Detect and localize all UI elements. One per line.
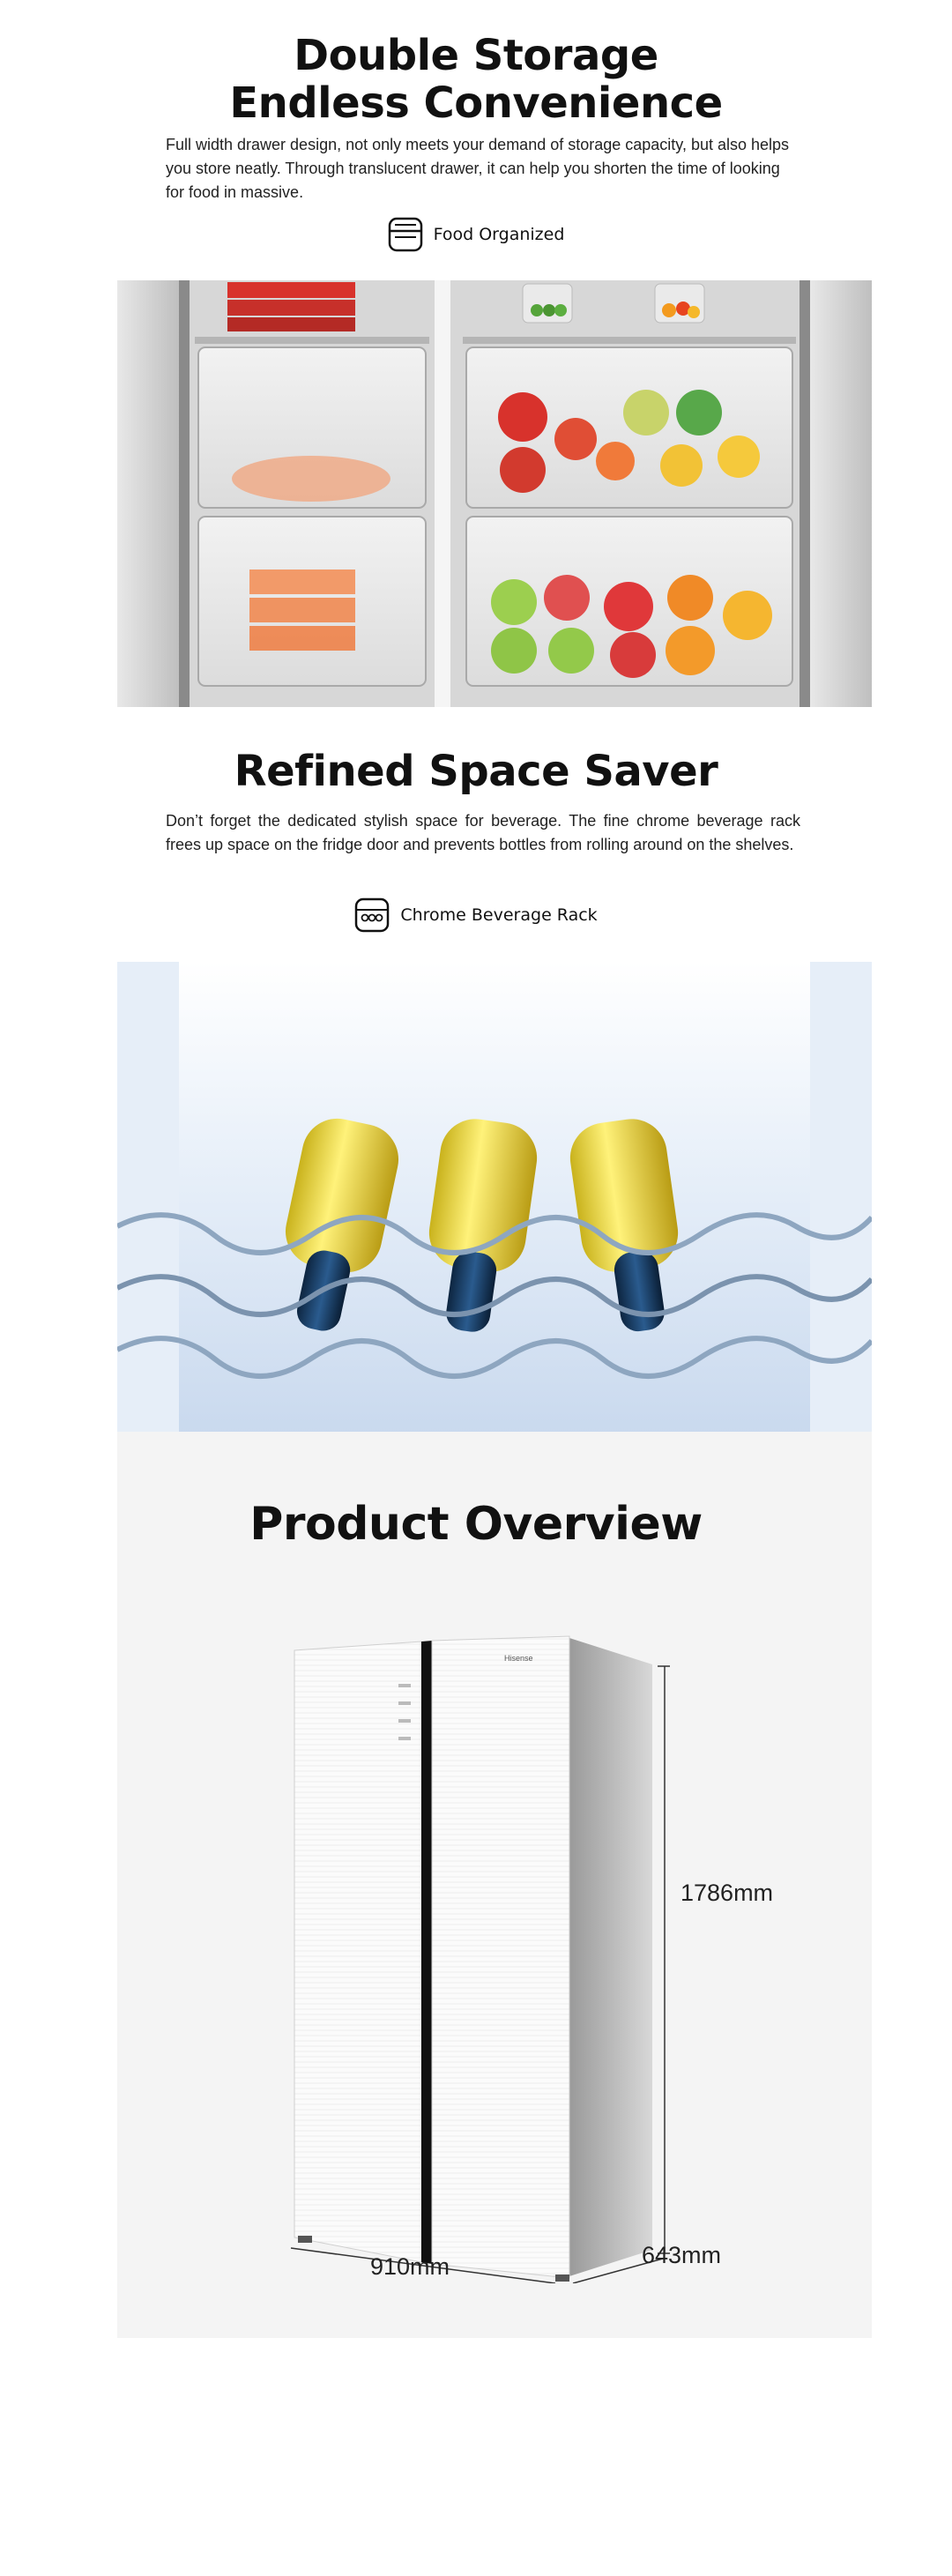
section-title-refined-space-saver: Refined Space Saver [234, 747, 718, 796]
feature-label: Food Organized [433, 225, 565, 244]
section-title-double-storage [0, 32, 952, 127]
width-dimension-label: 910mm [370, 2253, 450, 2280]
title-line-1: Double Storage [294, 31, 658, 80]
bottle-rack-icon [354, 897, 390, 933]
feature-label: Chrome Beverage Rack [400, 905, 598, 925]
beverage-description: Don’t forget the dedicated stylish space for beverage. The fine chrome beverage rack frees up space on the fridge door and prevents bottles from rolling around on the shelves. [166, 812, 800, 853]
drawer-icon [388, 217, 423, 252]
depth-dimension-label: 643mm [642, 2242, 722, 2268]
height-dimension-label: 1786mm [681, 1880, 774, 1906]
title-line-2: Endless Convenience [229, 78, 723, 128]
brand-logo: Hisense [504, 1654, 533, 1663]
drawer-description: Full width drawer design, not only meets your demand of storage capacity, but also helps you store neatly. Through translucent drawer, it can help you shorten the time of looking for food in massive. [166, 136, 790, 201]
feature-chrome-beverage-rack [0, 897, 952, 933]
drawer-photo [117, 280, 872, 707]
beverage-rack-photo [117, 962, 872, 1434]
section-title-product-overview: Product Overview [249, 1498, 703, 1551]
refrigerator-illustration [282, 1631, 670, 2283]
feature-food-organized [0, 217, 952, 252]
